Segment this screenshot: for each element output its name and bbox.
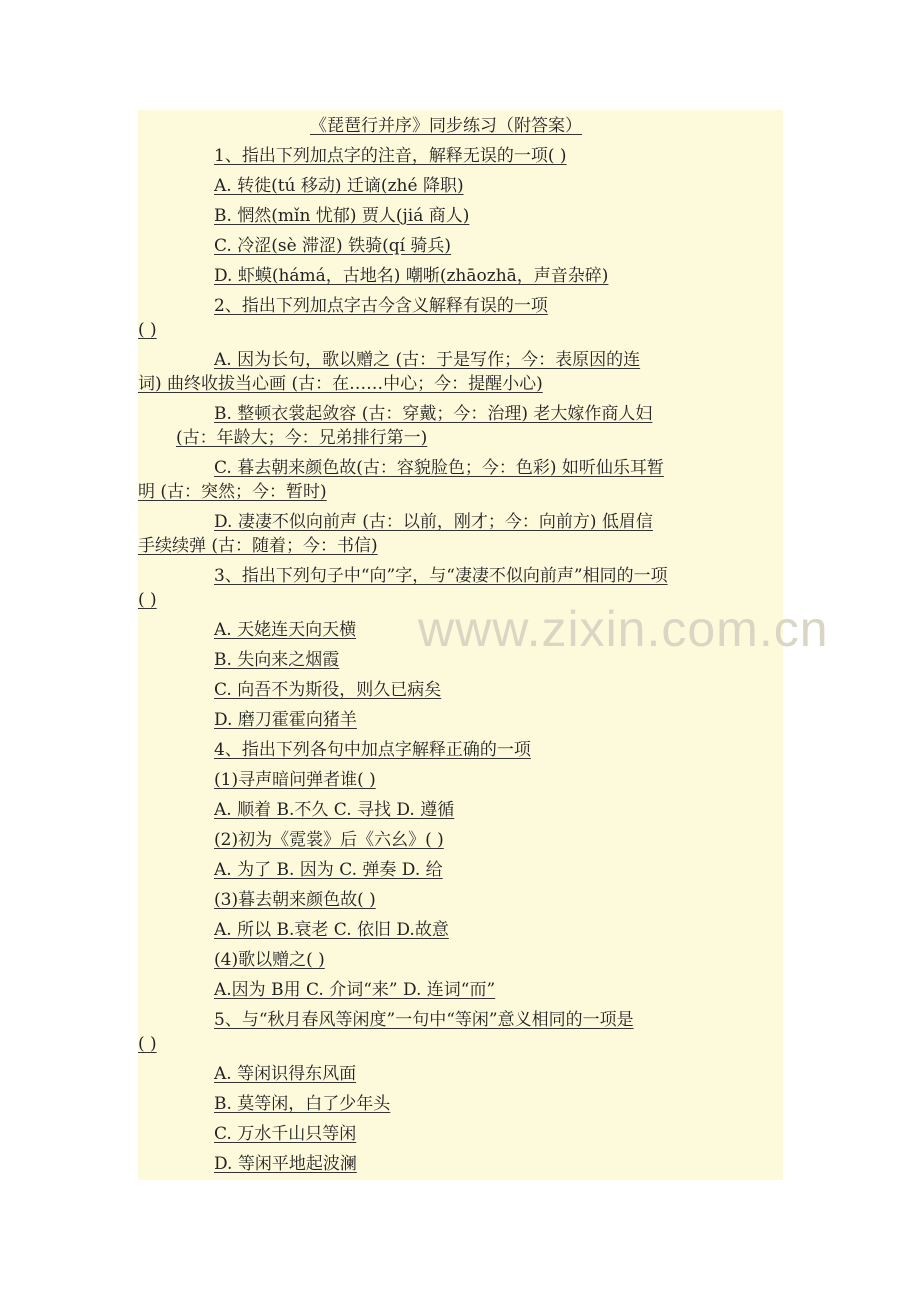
line-12: C. 暮去朝来颜色故(古：容貌脸色；今：色彩) 如听仙乐耳暂: [214, 458, 664, 478]
line-27: (3)暮去朝来颜色故( ): [214, 890, 376, 910]
line-1: 1、指出下列加点字的注音，解释无误的一项( ): [214, 146, 567, 166]
line-15: 手续续弹 (古：随着；今：书信): [138, 536, 378, 556]
line-22: 4、指出下列各句中加点字解释正确的一项: [214, 740, 531, 760]
line-7: ( ): [138, 320, 157, 340]
line-32: ( ): [138, 1034, 157, 1054]
line-8: A. 因为长句，歌以赠之 (古：于是写作；今：表原因的连: [214, 350, 641, 370]
line-28: A. 所以 B.衰老 C. 依旧 D.故意: [214, 920, 449, 940]
line-10: B. 整顿衣裳起敛容 (古：穿戴；今：治理) 老大嫁作商人妇: [214, 404, 653, 424]
line-23: (1)寻声暗问弹者谁( ): [214, 770, 376, 790]
line-9: 词) 曲终收拔当心画 (古：在……中心；今：提醒小心): [138, 374, 543, 394]
line-18: A. 天姥连天向天横: [214, 620, 357, 640]
line-26: A. 为了 B. 因为 C. 弹奏 D. 给: [214, 860, 443, 880]
line-29: (4)歌以赠之( ): [214, 950, 325, 970]
document-page: [138, 110, 783, 1180]
line-5: D. 虾蟆(hámá，古地名) 嘲哳(zhāozhā，声音杂碎): [214, 266, 609, 286]
line-30: A.因为 B用 C. 介词“来” D. 连词“而”: [214, 980, 496, 1000]
line-11: (古：年龄大；今：兄弟排行第一): [176, 428, 428, 448]
line-17: ( ): [138, 590, 157, 610]
line-20: C. 向吾不为斯役，则久已病矣: [214, 680, 442, 700]
line-31: 5、与“秋月春风等闲度”一句中“等闲”意义相同的一项是: [214, 1010, 634, 1030]
watermark-text: www.zixin.com.cn: [418, 601, 829, 657]
line-21: D. 磨刀霍霍向猪羊: [214, 710, 357, 730]
line-25: (2)初为《霓裳》后《六幺》( ): [214, 830, 444, 850]
line-6: 2、指出下列加点字古今含义解释有误的一项: [214, 296, 548, 316]
line-24: A. 顺着 B.不久 C. 寻找 D. 遵循: [214, 800, 455, 820]
line-19: B. 失向来之烟霞: [214, 650, 340, 670]
line-35: C. 万水千山只等闲: [214, 1124, 357, 1144]
line-2: A. 转徙(tú 移动) 迁谪(zhé 降职): [214, 176, 464, 196]
line-16: 3、指出下列句子中“向”字，与“凄凄不似向前声”相同的一项: [214, 566, 668, 586]
line-34: B. 莫等闲，白了少年头: [214, 1094, 391, 1114]
line-3: B. 惘然(mǐn 忧郁) 贾人(jiá 商人): [214, 206, 470, 226]
line-33: A. 等闲识得东风面: [214, 1064, 357, 1084]
line-36: D. 等闲平地起波澜: [214, 1154, 357, 1174]
line-4: C. 冷涩(sè 滞涩) 铁骑(qí 骑兵): [214, 236, 452, 256]
line-14: D. 凄凄不似向前声 (古：以前，刚才；今：向前方) 低眉信: [214, 512, 653, 532]
line-13: 明 (古：突然；今：暂时): [138, 482, 327, 502]
document-title: 《琵琶行并序》同步练习（附答案）: [310, 116, 582, 136]
